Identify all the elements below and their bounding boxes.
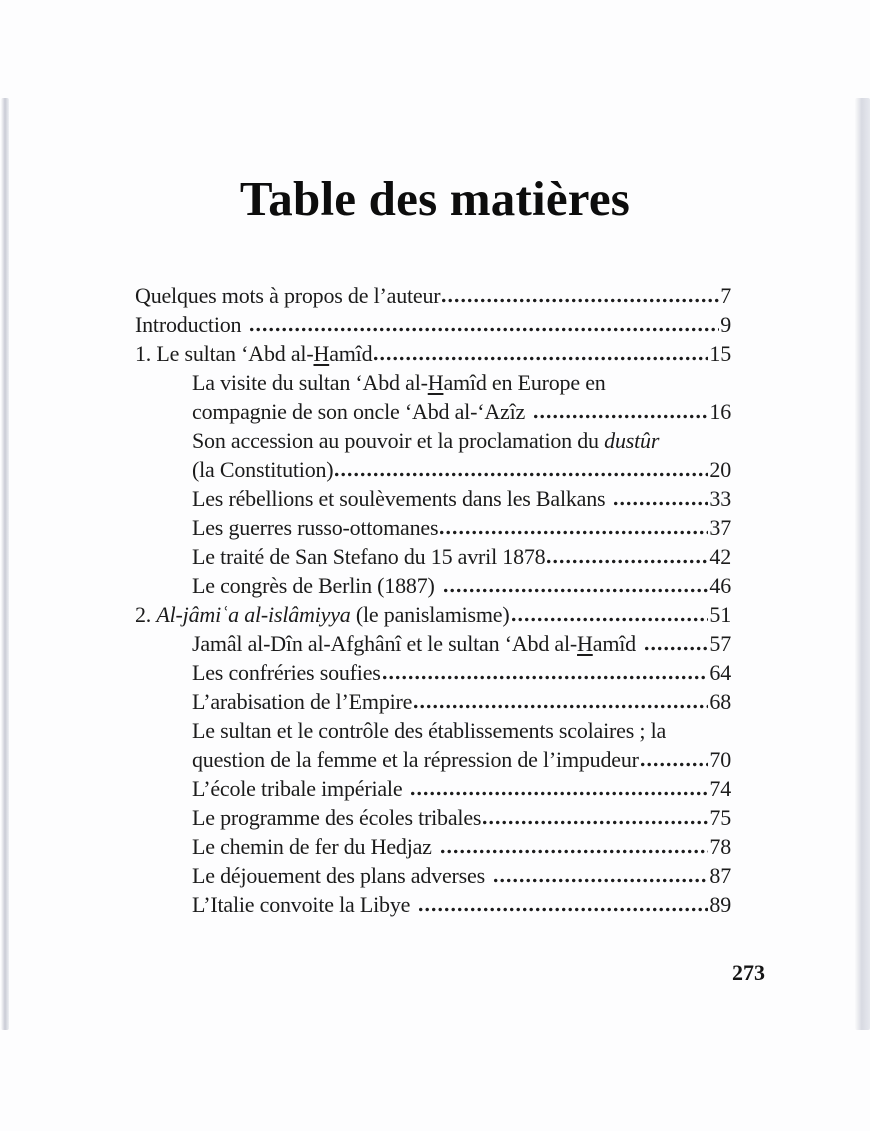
plain-text: (la Constitution) (192, 457, 334, 482)
plain-text: Les rébellions et soulèvements dans les Balkans (192, 486, 606, 511)
toc-entry (135, 513, 731, 542)
plain-text: Jamâl al-Dîn al-Afghânî et le sultan ‘Abd al- (192, 631, 578, 656)
toc-entry (135, 687, 731, 716)
page-edge-right (855, 98, 870, 1030)
dot-leader (383, 675, 709, 680)
dot-leader (374, 356, 708, 361)
dot-leader (547, 559, 708, 564)
underlined-letter: H (577, 631, 593, 656)
toc-entry-text (135, 339, 372, 368)
italic-text: Al-jâmiʿa al-islâmiyya (156, 602, 351, 627)
toc-entry-page-number: 7 (720, 283, 731, 308)
dot-leader (614, 501, 708, 506)
page-number: 273 (732, 960, 765, 985)
plain-text: amîd en Europe en (443, 370, 606, 395)
plain-text: 1. Le sultan ‘Abd al- (135, 341, 314, 366)
toc-entry (135, 716, 731, 745)
dot-leader (411, 791, 708, 796)
toc-entry-text (192, 716, 666, 745)
plain-text: Introduction (135, 312, 242, 337)
toc-entry-page-number: 57 (709, 631, 731, 656)
toc-entry-text (192, 484, 605, 513)
toc-entry-text (192, 629, 636, 658)
italic-text: dustûr (604, 428, 660, 453)
dot-leader (419, 907, 708, 912)
toc-entry-text (192, 426, 659, 455)
toc-entry-text (192, 803, 481, 832)
page-title: Table des matières (239, 171, 631, 226)
toc-entry (135, 600, 731, 629)
toc-entry-text (192, 542, 545, 571)
toc-entry (135, 484, 731, 513)
plain-text: 2. (135, 602, 157, 627)
toc-entry (135, 890, 731, 919)
toc-entry (135, 339, 731, 368)
toc-entry (135, 745, 731, 774)
toc-entry-page-number: 87 (709, 863, 731, 888)
dot-leader (440, 530, 708, 535)
plain-text: question de la femme et la répression de l’impudeur (192, 747, 639, 772)
toc-entry-text (192, 397, 525, 426)
dot-leader (512, 617, 709, 622)
toc-entry-page-number: 68 (709, 689, 731, 714)
toc-entry-page-number: 75 (709, 805, 731, 830)
plain-text: Le congrès de Berlin (1887) (192, 573, 435, 598)
plain-text: La visite du sultan ‘Abd al- (192, 370, 428, 395)
dot-leader (483, 820, 708, 825)
table-of-contents (135, 281, 731, 919)
toc-entry-page-number: 42 (709, 544, 731, 569)
plain-text: Le chemin de fer du Hedjaz (192, 834, 432, 859)
plain-text: amîd (592, 631, 636, 656)
toc-entry-page-number: 64 (709, 660, 731, 685)
toc-entry (135, 455, 731, 484)
toc-entry-text (192, 890, 410, 919)
toc-entry (135, 658, 731, 687)
toc-entry (135, 426, 731, 455)
toc-entry-page-number: 70 (709, 747, 731, 772)
toc-entry (135, 310, 731, 339)
page-edge-left (1, 98, 9, 1030)
plain-text: L’école tribale impériale (192, 776, 403, 801)
toc-entry (135, 397, 731, 426)
toc-entry-text (135, 281, 440, 310)
plain-text: (le panislamisme) (350, 602, 510, 627)
toc-entry-text (135, 600, 510, 629)
plain-text: Les guerres russo-ottomanes (192, 515, 439, 540)
toc-entry-page-number: 33 (709, 486, 731, 511)
toc-entry-page-number: 16 (709, 399, 731, 424)
toc-entry-page-number: 51 (709, 602, 731, 627)
plain-text: compagnie de son oncle ‘Abd al-‘Azîz (192, 399, 526, 424)
toc-entry-page-number: 78 (709, 834, 731, 859)
plain-text: L’arabisation de l’Empire (192, 689, 413, 714)
toc-entry-page-number: 46 (709, 573, 731, 598)
toc-entry (135, 281, 731, 310)
toc-entry-text (192, 687, 412, 716)
toc-entry-text (192, 861, 485, 890)
toc-entry-text (192, 745, 639, 774)
dot-leader (441, 849, 709, 854)
toc-entry (135, 861, 731, 890)
dot-leader (534, 414, 708, 419)
dot-leader (335, 472, 708, 477)
toc-entry-text (192, 455, 333, 484)
toc-entry-text (192, 832, 432, 861)
dot-leader (444, 588, 709, 593)
toc-entry (135, 774, 731, 803)
dot-leader (641, 762, 709, 767)
toc-entry-page-number: 74 (709, 776, 731, 801)
toc-entry-text (192, 658, 381, 687)
toc-entry (135, 571, 731, 600)
toc-entry (135, 542, 731, 571)
toc-entry-text (192, 571, 435, 600)
toc-entry (135, 803, 731, 832)
toc-entry-text (135, 310, 241, 339)
toc-entry (135, 832, 731, 861)
toc-entry-text (192, 368, 606, 397)
dot-leader (645, 646, 708, 651)
plain-text: Quelques mots à propos de l’auteur (135, 283, 441, 308)
toc-entry-text (192, 774, 402, 803)
dot-leader (414, 704, 708, 709)
dot-leader (442, 298, 719, 303)
underlined-letter: H (427, 370, 444, 395)
dot-leader (494, 878, 708, 883)
underlined-letter: H (313, 341, 330, 366)
plain-text: amîd (329, 341, 373, 366)
plain-text: Le déjouement des plans adverses (192, 863, 485, 888)
dot-leader (250, 327, 719, 332)
toc-entry (135, 629, 731, 658)
toc-entry-text (192, 513, 438, 542)
toc-entry (135, 368, 731, 397)
plain-text: Le programme des écoles tribales (192, 805, 482, 830)
plain-text: Les confréries soufies (192, 660, 381, 685)
plain-text: Le sultan et le contrôle des établissements scolaires ; la (192, 718, 667, 743)
toc-entry-page-number: 9 (720, 312, 731, 337)
toc-entry-page-number: 89 (709, 892, 731, 917)
toc-entry-page-number: 37 (709, 515, 731, 540)
plain-text: L’Italie convoite la Libye (192, 892, 411, 917)
toc-entry-page-number: 20 (709, 457, 731, 482)
toc-entry-page-number: 15 (709, 341, 731, 366)
plain-text: Son accession au pouvoir et la proclamation du (192, 428, 605, 453)
plain-text: Le traité de San Stefano du 15 avril 1878 (192, 544, 546, 569)
